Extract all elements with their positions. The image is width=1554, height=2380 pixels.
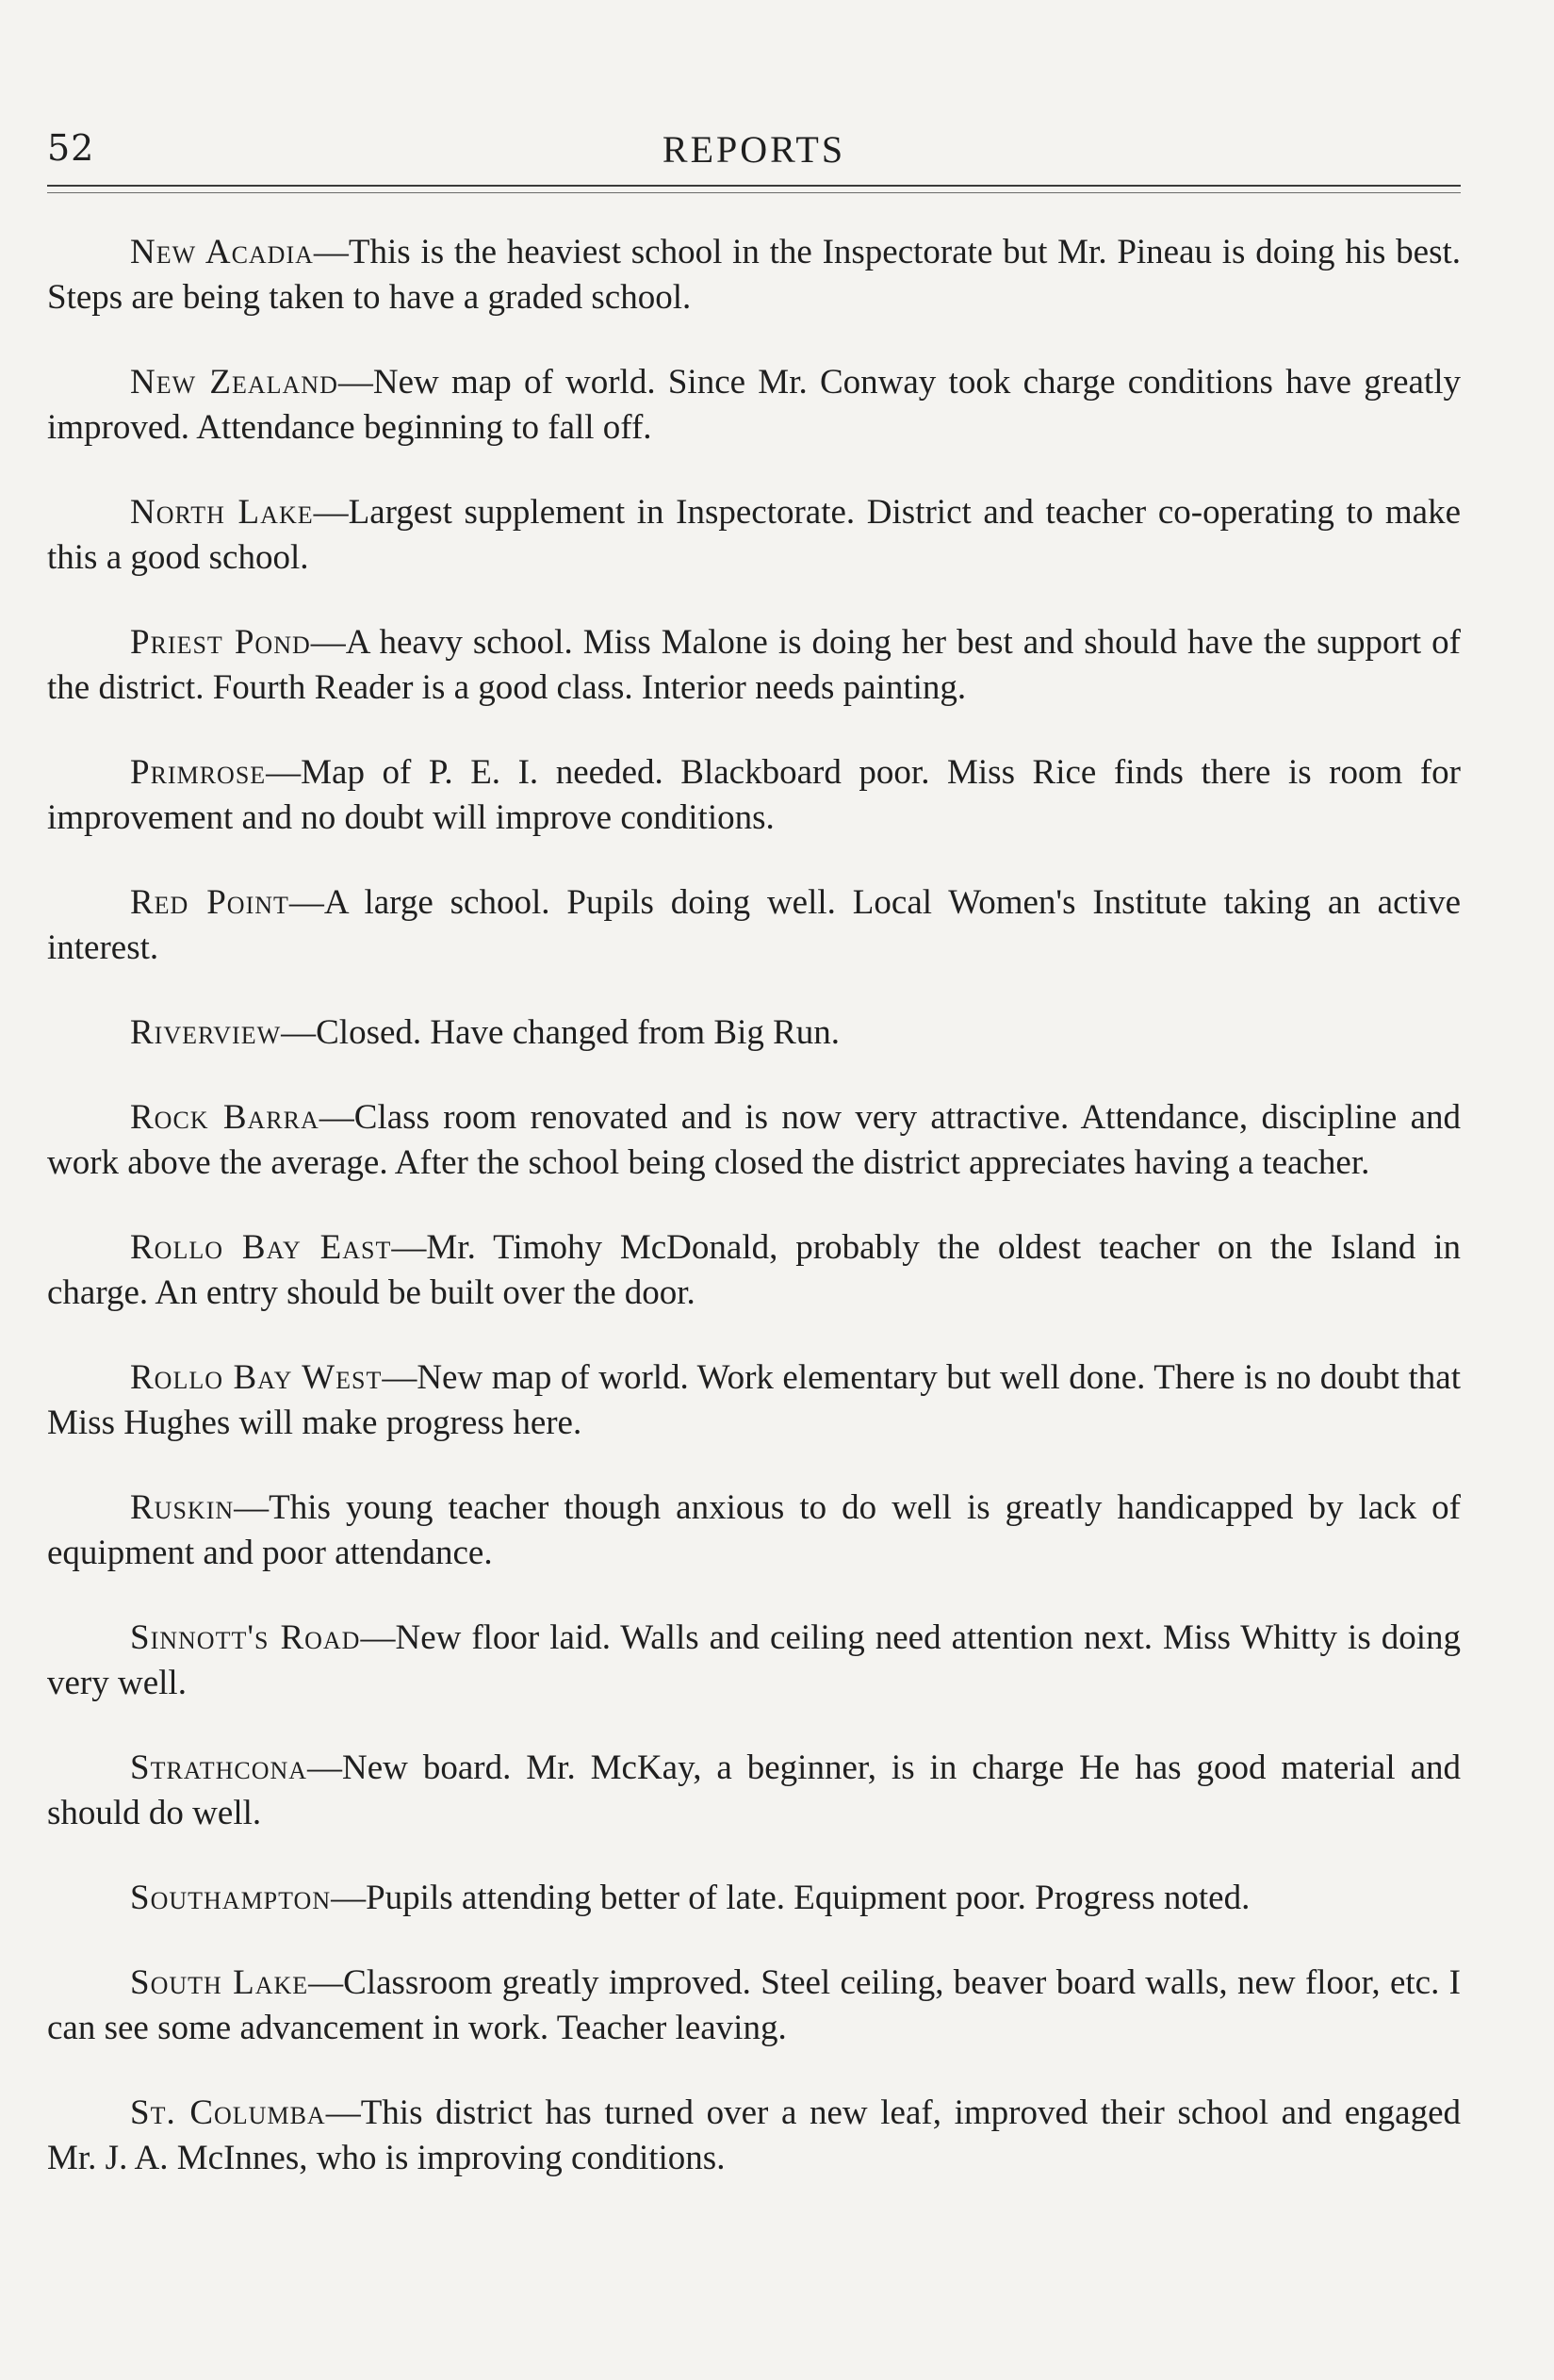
page-header <box>47 127 1461 184</box>
school-name: New Acadia <box>130 233 314 271</box>
school-name: Rock Barra <box>130 1098 319 1137</box>
school-name: Southampton <box>130 1879 332 1917</box>
report-text: New map of world. Work elementary but well done. There is no doubt that Miss Hughes will make progress here. <box>47 1358 1461 1442</box>
school-name: Rollo Bay East <box>130 1228 392 1267</box>
page-number: 52 <box>47 127 95 169</box>
report-entry: Southampton—Pupils attending better of late. Equipment poor. Progress noted. <box>130 1879 1251 1917</box>
school-name: Rollo Bay West <box>130 1358 383 1397</box>
report-text: Classroom greatly improved. Steel ceiling, beaver board walls, new floor, etc. I can see some advancement in work. Teacher leaving. <box>47 1963 1461 2047</box>
report-entry: Primrose—Map of P. E. I. needed. Blackboard poor. Miss Rice finds there is room for improvement and no doubt will improve conditions. <box>47 753 1461 837</box>
report-text: This is the heaviest school in the Inspectorate but Mr. Pineau is doing his best. Steps are being taken to have a graded school. <box>47 233 1461 317</box>
school-name: Strathcona <box>130 1748 308 1787</box>
school-name: South Lake <box>130 1963 309 2002</box>
report-text: This young teacher though anxious to do well is greatly handicapped by lack of equipment and poor attendance. <box>47 1488 1461 1572</box>
school-name: New Zealand <box>130 363 338 402</box>
school-name: St. Columba <box>130 2093 326 2132</box>
report-text: Map of P. E. I. needed. Blackboard poor. Miss Rice finds there is room for improvement and no doubt will improve conditions. <box>47 753 1461 837</box>
school-name: Ruskin <box>130 1488 235 1527</box>
report-entry: South Lake—Classroom greatly improved. Steel ceiling, beaver board walls, new floor, etc. I can see some advancement in work. Teacher leaving. <box>47 1963 1461 2047</box>
report-text: New floor laid. Walls and ceiling need attention next. Miss Whitty is doing very well. <box>47 1618 1461 1702</box>
report-text: Class room renovated and is now very attractive. Attendance, discipline and work above the average. After the school being closed the district appreciates having a teacher. <box>47 1098 1461 1182</box>
school-reports <box>47 230 1461 2221</box>
header-rule <box>47 185 1461 187</box>
report-entry: Rollo Bay East—Mr. Timohy McDonald, probably the oldest teacher on the Island in charge. An entry should be built over the door. <box>47 1228 1462 1312</box>
report-entry: Rollo Bay West—New map of world. Work elementary but well done. There is no doubt that Miss Hughes will make progress here. <box>47 1358 1461 1442</box>
header-rule-thin <box>47 192 1461 193</box>
report-text: Closed. Have changed from Big Run. <box>316 1013 841 1052</box>
report-text: Pupils attending better of late. Equipment poor. Progress noted. <box>366 1879 1251 1917</box>
report-text: A heavy school. Miss Malone is doing her best and should have the support of the district. Fourth Reader is a good class. Interior needs painting. <box>47 623 1461 707</box>
report-entry: North Lake—Largest supplement in Inspectorate. District and teacher co-operating to make this a good school. <box>47 493 1461 577</box>
school-name: Sinnott's Road <box>130 1618 361 1657</box>
report-text: Mr. Timohy McDonald, probably the oldest teacher on the Island in charge. An entry should be built over the door. <box>47 1228 1462 1312</box>
school-name: Red Point <box>130 883 289 922</box>
report-text: Largest supplement in Inspectorate. District and teacher co-operating to make this a good school. <box>47 493 1461 577</box>
report-entry: Rock Barra—Class room renovated and is now very attractive. Attendance, discipline and work above the average. After the school being closed the district appreciates having a teacher. <box>47 1098 1461 1182</box>
report-entry: Sinnott's Road—New floor laid. Walls and ceiling need attention next. Miss Whitty is doing very well. <box>47 1618 1461 1702</box>
report-entry: Red Point—A large school. Pupils doing well. Local Women's Institute taking an active interest. <box>47 883 1461 967</box>
report-text: New map of world. Since Mr. Conway took charge conditions have greatly improved. Attendance beginning to fall off. <box>47 363 1461 447</box>
report-entry: Priest Pond—A heavy school. Miss Malone is doing her best and should have the support of the district. Fourth Reader is a good class. Interior needs painting. <box>47 623 1461 707</box>
report-entry: New Acadia—This is the heaviest school in the Inspectorate but Mr. Pineau is doing his best. Steps are being taken to have a graded school. <box>47 233 1461 317</box>
school-name: Primrose <box>130 753 267 792</box>
report-entry: Strathcona—New board. Mr. McKay, a beginner, is in charge He has good material and should do well. <box>47 1748 1461 1832</box>
report-entry: Ruskin—This young teacher though anxious to do well is greatly handicapped by lack of equipment and poor attendance. <box>47 1488 1461 1572</box>
report-text: This district has turned over a new leaf, improved their school and engaged Mr. J. A. McInnes, who is improving conditions. <box>47 2093 1461 2177</box>
school-name: Priest Pond <box>130 623 311 662</box>
report-entry: Riverview—Closed. Have changed from Big Run. <box>130 1013 841 1052</box>
report-text: A large school. Pupils doing well. Local Women's Institute taking an active interest. <box>47 883 1461 967</box>
school-name: North Lake <box>130 493 314 532</box>
report-entry: New Zealand—New map of world. Since Mr. Conway took charge conditions have greatly improved. Attendance beginning to fall off. <box>47 363 1461 447</box>
report-text: New board. Mr. McKay, a beginner, is in charge He has good material and should do well. <box>47 1748 1461 1832</box>
school-name: Riverview <box>130 1013 282 1052</box>
report-entry: St. Columba—This district has turned over a new leaf, improved their school and engaged Mr. J. A. McInnes, who is improving conditions. <box>47 2093 1461 2177</box>
running-title: REPORTS <box>662 128 846 171</box>
